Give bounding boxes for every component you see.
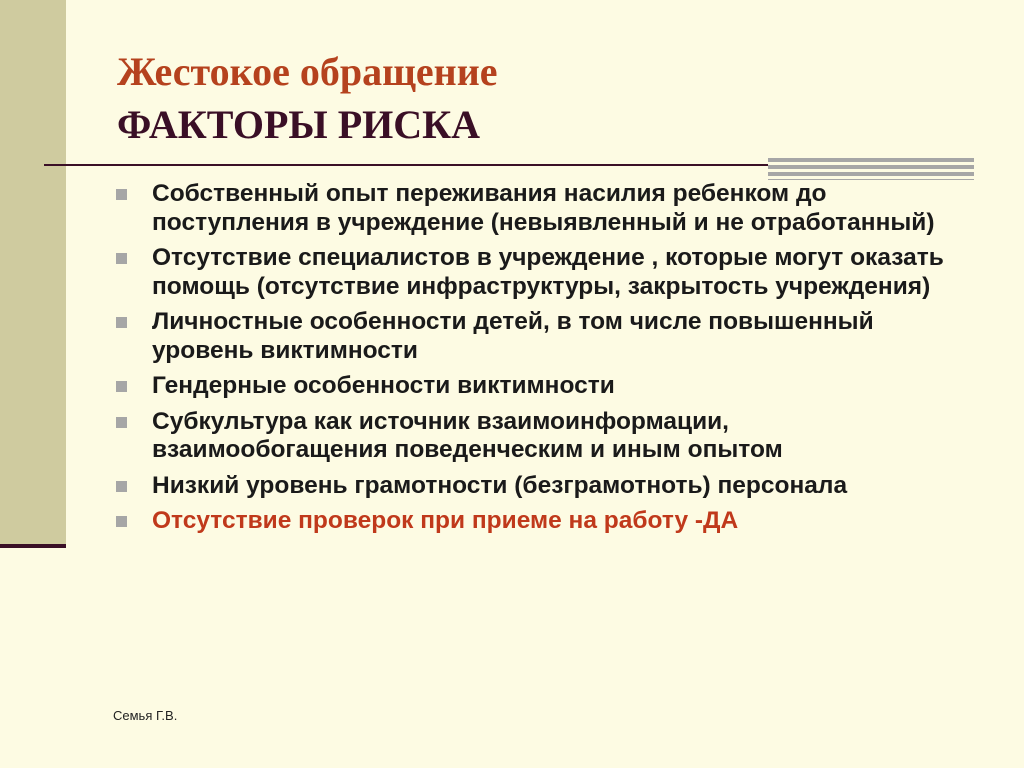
striped-accent-bar [768, 158, 974, 180]
bullet-text: Субкультура как источник взаимоинформации, взаимообогащения поведенческим и иным опытом [152, 407, 783, 463]
square-bullet-icon [116, 253, 127, 264]
bullet-list [116, 180, 966, 543]
left-decorative-bar [0, 0, 66, 548]
bullet-item [116, 408, 966, 465]
bullet-text: Собственный опыт переживания насилия ребенком до поступления в учреждение (невыявленный и не отработанный) [152, 180, 935, 236]
bullet-text: Гендерные особенности виктимности [152, 372, 615, 399]
bullet-text: Отсутствие специалистов в учреждение , которые могут оказать помощь (отсутствие инфраструктуры, закрытость учреждения) [152, 244, 944, 300]
square-bullet-icon [116, 481, 127, 492]
bullet-item [116, 180, 966, 237]
bullet-text: Отсутствие проверок при приеме на работу -ДА [152, 507, 739, 534]
square-bullet-icon [116, 417, 127, 428]
square-bullet-icon [116, 317, 127, 328]
bullet-text: Личностные особенности детей, в том числе повышенный уровень виктимности [152, 308, 874, 364]
slide-title [117, 48, 498, 148]
bullet-item [116, 472, 966, 501]
footer-author: Семья Г.В. [113, 708, 178, 723]
square-bullet-icon [116, 381, 127, 392]
bullet-text: Низкий уровень грамотности (безграмотноть) персонала [152, 471, 848, 499]
title-line-2: ФАКТОРЫ РИСКА [117, 102, 481, 147]
bullet-item-highlighted [116, 507, 966, 536]
left-bar-underline [0, 544, 66, 548]
bullet-item [116, 308, 966, 365]
title-divider [44, 164, 772, 166]
title-line-1: Жестокое обращение [117, 49, 498, 94]
bullet-item [116, 372, 966, 401]
bullet-item [116, 244, 966, 301]
square-bullet-icon [116, 189, 127, 200]
square-bullet-icon [116, 516, 127, 527]
